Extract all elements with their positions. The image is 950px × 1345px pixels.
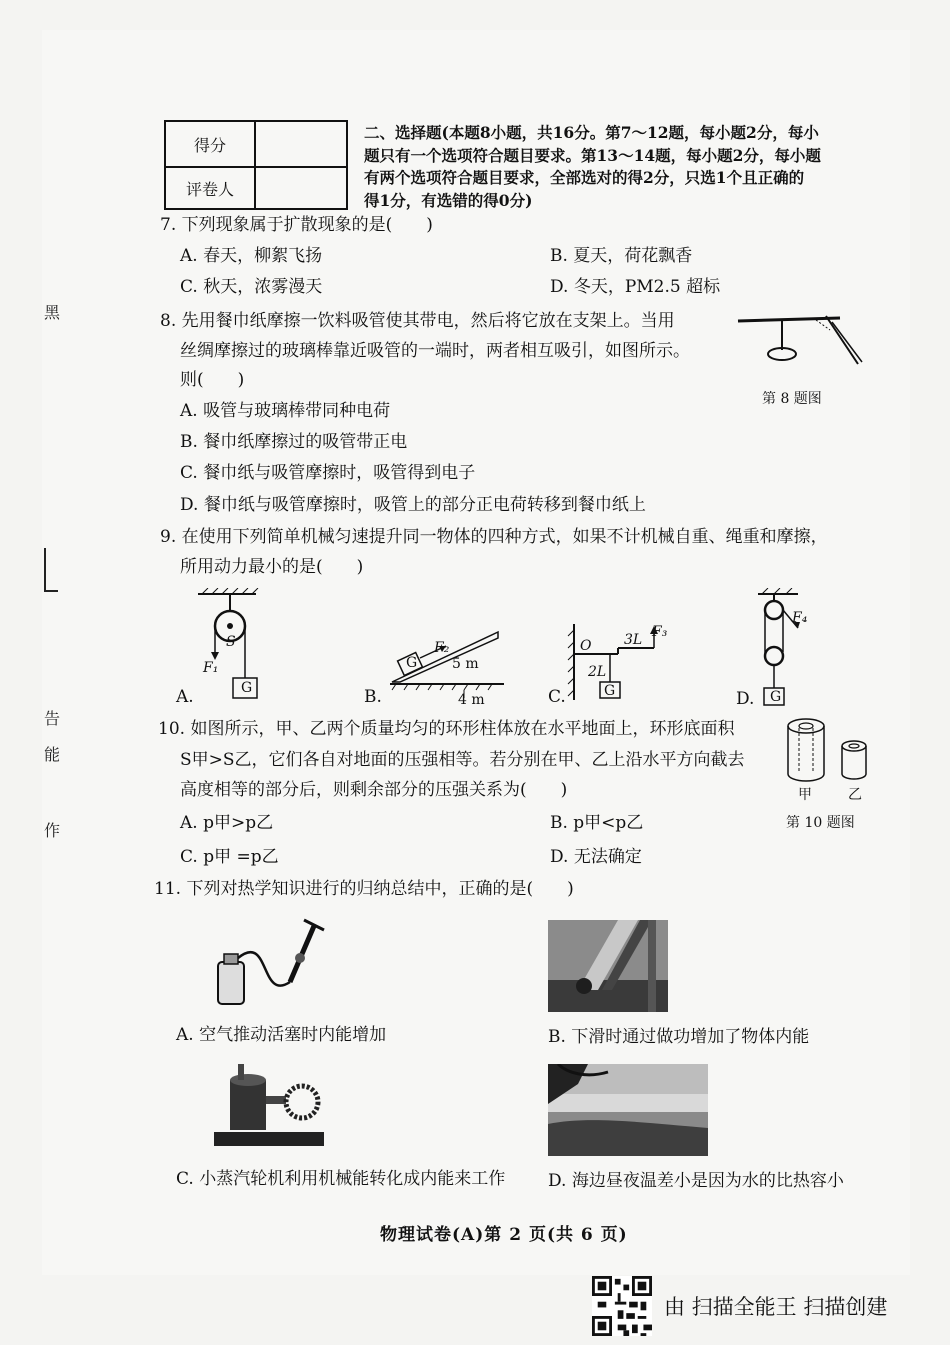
q9-label-o: O xyxy=(580,638,592,654)
q7-option-d: D. 冬天，PM2.5 超标 xyxy=(550,277,721,297)
q9-option-b: B. xyxy=(364,687,382,707)
q9-figure-c-lever xyxy=(566,620,666,704)
q10-option-b: B. p甲<p乙 xyxy=(550,813,644,833)
q7-option-c: C. 秋天，浓雾漫天 xyxy=(180,277,323,297)
q9-label-g-c: G xyxy=(604,683,616,699)
q9-label-g-a: G xyxy=(241,680,253,696)
section-line: 题只有一个选项符合题目要求。第13～14题，每小题2分，每小题 xyxy=(364,145,821,165)
q9-label-f2: F₂ xyxy=(434,640,450,656)
q8-option-c: C. 餐巾纸与吸管摩擦时，吸管得到电子 xyxy=(180,463,476,483)
margin-bracket xyxy=(44,548,58,592)
q11-option-d: D. 海边昼夜温差小是因为水的比热容小 xyxy=(548,1171,844,1191)
page-footer: 物理试卷(A)第 2 页(共 6 页) xyxy=(380,1225,628,1245)
q9-label-g-d: G xyxy=(770,689,782,705)
q8-figure-straw-on-stand xyxy=(732,306,872,378)
q9-figure-d-pulley-block xyxy=(752,588,812,708)
q7-stem: 7. 下列现象属于扩散现象的是( ) xyxy=(160,215,433,235)
section-line: 得1分，有选错的得0分) xyxy=(364,190,533,210)
q11-photo-d-seaside xyxy=(548,1064,708,1156)
q8-stem-line3: 则( ) xyxy=(180,370,245,390)
q9-option-d: D. xyxy=(736,689,755,709)
section-line: 二、选择题(本题8小题，共16分。第7～12题，每小题2分，每小 xyxy=(364,123,819,142)
margin-mark: 能 xyxy=(44,745,61,764)
score-label: 得分 xyxy=(166,122,256,166)
q9-label-g-b: G xyxy=(406,655,418,671)
q10-stem-line1: 10. 如图所示，甲、乙两个质量均匀的环形柱体放在水平地面上，环形底面积 xyxy=(158,719,735,739)
q8-option-a: A. 吸管与玻璃棒带同种电荷 xyxy=(180,401,391,421)
q9-label-s: S xyxy=(226,634,236,650)
q9-option-a: A. xyxy=(176,687,194,707)
margin-mark: 黑 xyxy=(44,303,61,322)
q9-label-4m: 4 m xyxy=(458,692,485,708)
q11-option-c: C. 小蒸汽轮机利用机械能转化成内能来工作 xyxy=(176,1169,506,1189)
q10-figure-ring-cylinders xyxy=(782,716,878,786)
q10-label-jia: 甲 xyxy=(798,787,812,803)
q9-stem-line2: 所用动力最小的是( ) xyxy=(180,557,364,577)
q7-option-a: A. 春天，柳絮飞扬 xyxy=(180,246,323,266)
q9-label-f3: F₃ xyxy=(652,624,668,640)
q9-label-f1: F₁ xyxy=(203,660,219,676)
q8-stem-line1: 8. 先用餐巾纸摩擦一饮料吸管使其带电，然后将它放在支架上。当用 xyxy=(160,311,675,331)
q9-label-5m: 5 m xyxy=(452,656,479,672)
q10-stem-line2: S甲>S乙，它们各自对地面的压强相等。若分别在甲、乙上沿水平方向截去 xyxy=(180,750,745,770)
qr-code-icon xyxy=(592,1276,652,1336)
section-line: 有两个选项符合题目要求，全部选对的得2分，只选1个且正确的 xyxy=(364,168,805,187)
q11-option-a: A. 空气推动活塞时内能增加 xyxy=(176,1025,387,1045)
q9-label-2l: 2L xyxy=(588,664,607,680)
q9-label-f4: F₄ xyxy=(792,610,808,626)
q8-option-b: B. 餐巾纸摩擦过的吸管带正电 xyxy=(180,432,408,452)
q8-stem-line2: 丝绸摩擦过的玻璃棒靠近吸管的一端时，两者相互吸引，如图所示。 xyxy=(180,341,690,361)
q10-label-yi: 乙 xyxy=(848,787,862,803)
q11-photo-b-slide xyxy=(548,920,668,1012)
q8-figure-caption: 第 8 题图 xyxy=(762,391,822,407)
q10-option-c: C. p甲 =p乙 xyxy=(180,847,279,867)
q11-stem: 11. 下列对热学知识进行的归纳总结中，正确的是( ) xyxy=(154,879,574,899)
margin-mark: 作 xyxy=(44,821,61,840)
q10-stem-line3: 高度相等的部分后，则剩余部分的压强关系为( ) xyxy=(180,780,568,800)
q9-stem-line1: 9. 在使用下列简单机械匀速提升同一物体的四种方式，如果不计机械自重、绳重和摩擦， xyxy=(160,527,828,547)
q9-figure-b-incline xyxy=(386,624,510,704)
q11-option-b: B. 下滑时通过做功增加了物体内能 xyxy=(548,1027,810,1047)
q10-figure-caption: 第 10 题图 xyxy=(786,815,855,831)
q9-option-c: C. xyxy=(548,687,566,707)
scanner-watermark: 由 扫描全能王 扫描创建 xyxy=(664,1295,888,1319)
margin-mark: 告 xyxy=(44,709,61,728)
q10-option-a: A. p甲>p乙 xyxy=(180,813,274,833)
q9-label-3l: 3L xyxy=(624,632,643,648)
q7-option-b: B. 夏天，荷花飘香 xyxy=(550,246,693,266)
q11-figure-a-pump xyxy=(210,912,340,1012)
section-instructions xyxy=(364,122,864,212)
score-table xyxy=(164,120,348,210)
grader-label: 评卷人 xyxy=(166,166,256,210)
q8-option-d: D. 餐巾纸与吸管摩擦时，吸管上的部分正电荷转移到餐巾纸上 xyxy=(180,495,646,515)
q11-figure-c-steam-engine xyxy=(210,1060,330,1156)
q10-option-d: D. 无法确定 xyxy=(550,847,642,867)
